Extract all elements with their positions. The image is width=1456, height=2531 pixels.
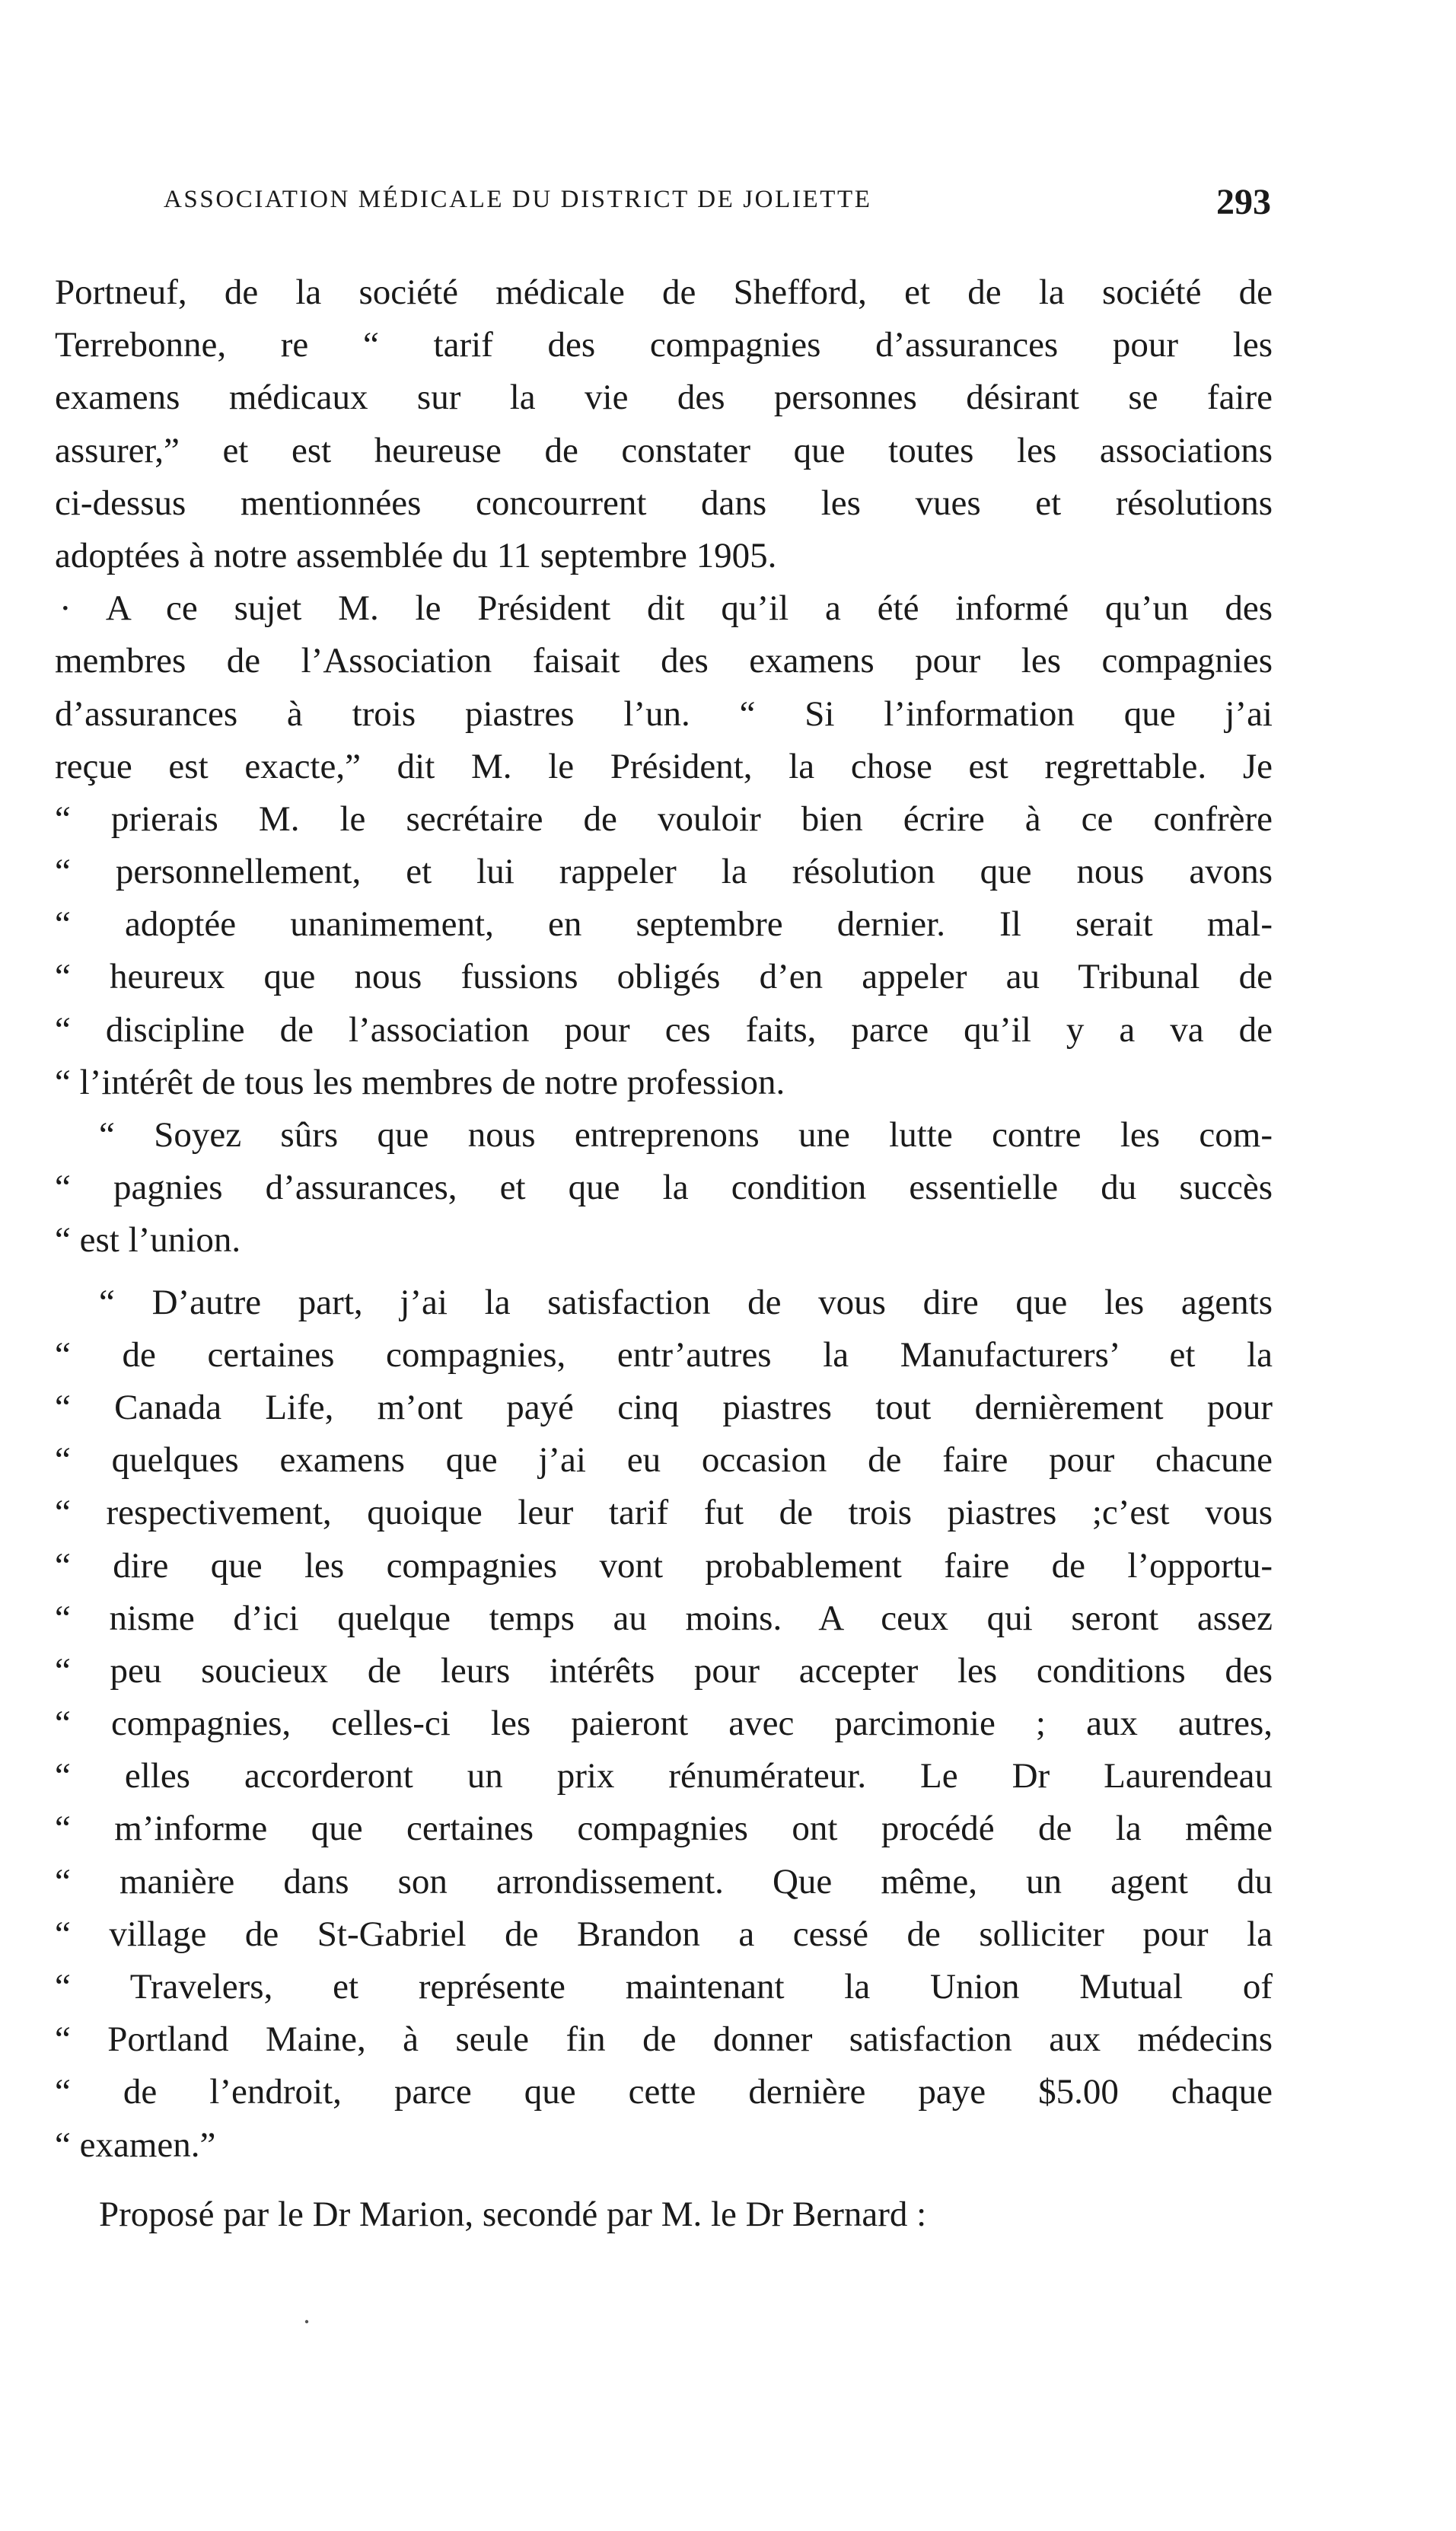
text-line: d’assurances à trois piastres l’un. “ Si l’information que j’ai xyxy=(55,693,1273,734)
text-line: “ D’autre part, j’ai la satisfaction de vous dire que les agents xyxy=(99,1282,1273,1322)
text-line: “ heureux que nous fussions obligés d’en appeler au Tribunal de xyxy=(55,957,1273,997)
text-line: “ de certaines compagnies, entr’autres la Manufacturers’ et la xyxy=(55,1334,1273,1375)
text-line: “ pagnies d’assurances, et que la condition essentielle du succès xyxy=(55,1168,1273,1208)
running-title: ASSOCIATION MÉDICALE DU DISTRICT DE JOLIETTE xyxy=(164,186,872,213)
text-line: “ compagnies, celles-ci les paieront avec parcimonie ; aux autres, xyxy=(55,1704,1273,1744)
text-line: “ nisme d’ici quelque temps au moins. A ceux qui seront assez xyxy=(55,1598,1273,1638)
text-line: Proposé par le Dr Marion, secondé par M. le Dr Bernard : xyxy=(99,2194,927,2234)
text-line: assurer,” et est heureuse de constater que toutes les associations xyxy=(55,430,1273,470)
text-line: “ elles accorderont un prix rénumérateur. Le Dr Laurendeau xyxy=(55,1756,1273,1796)
text-line: ci-dessus mentionnées concourrent dans les vues et résolutions xyxy=(55,483,1273,523)
running-head xyxy=(164,181,1271,227)
text-line: membres de l’Association faisait des examens pour les compagnies xyxy=(55,641,1273,681)
text-line: · A ce sujet M. le Président dit qu’il a été informé qu’un des xyxy=(59,588,1273,629)
text-line: “ prierais M. le secrétaire de vouloir bien écrire à ce confrère xyxy=(55,799,1273,839)
text-line: “ adoptée unanimement, en septembre dernier. Il serait mal- xyxy=(55,904,1273,945)
text-line: adoptées à notre assemblée du 11 septembre 1905. xyxy=(55,535,777,575)
text-line: “ respectivement, quoique leur tarif fut de trois piastres ;c’est vous xyxy=(55,1493,1273,1533)
text-line: “ quelques examens que j’ai eu occasion de faire pour chacune xyxy=(55,1440,1273,1481)
text-line: “ village de St-Gabriel de Brandon a cessé de solliciter pour la xyxy=(55,1914,1273,1954)
text-line: Portneuf, de la société médicale de Shefford, et de la société de xyxy=(55,273,1273,312)
text-line: Terrebonne, re “ tarif des compagnies d’assurances pour les xyxy=(55,325,1273,365)
text-line: “ Portland Maine, à seule fin de donner satisfaction aux médecins xyxy=(55,2019,1273,2060)
text-line: “ m’informe que certaines compagnies ont procédé de la même xyxy=(55,1809,1273,1849)
text-line: examens médicaux sur la vie des personnes désirant se faire xyxy=(55,378,1273,418)
ink-speck-decoration xyxy=(301,2314,323,2337)
text-line: “ discipline de l’association pour ces faits, parce qu’il y a va de xyxy=(55,1009,1273,1050)
text-line: reçue est exacte,” dit M. le Président, la chose est regrettable. Je xyxy=(55,746,1273,786)
text-line: “ peu soucieux de leurs intérêts pour accepter les conditions des xyxy=(55,1650,1273,1691)
text-line: “ manière dans son arrondissement. Que même, un agent du xyxy=(55,1861,1273,1901)
text-line: “ dire que les compagnies vont probablement faire de l’opportu- xyxy=(55,1545,1273,1586)
text-line: “ l’intérêt de tous les membres de notre profession. xyxy=(55,1062,785,1102)
text-line: “ de l’endroit, parce que cette dernière paye $5.00 chaque xyxy=(55,2072,1273,2112)
text-line: “ Canada Life, m’ont payé cinq piastres tout dernièrement pour xyxy=(55,1387,1273,1427)
text-line: “ personnellement, et lui rappeler la résolution que nous avons xyxy=(55,852,1273,892)
body-text xyxy=(55,266,1273,2241)
text-line: “ Travelers, et représente maintenant la Union Mutual of xyxy=(55,1967,1273,2007)
text-line: “ Soyez sûrs que nous entreprenons une lutte contre les com- xyxy=(99,1115,1273,1155)
text-line: “ examen.” xyxy=(55,2125,216,2165)
text-line: “ est l’union. xyxy=(55,1220,241,1261)
page-number: 293 xyxy=(1216,182,1271,222)
